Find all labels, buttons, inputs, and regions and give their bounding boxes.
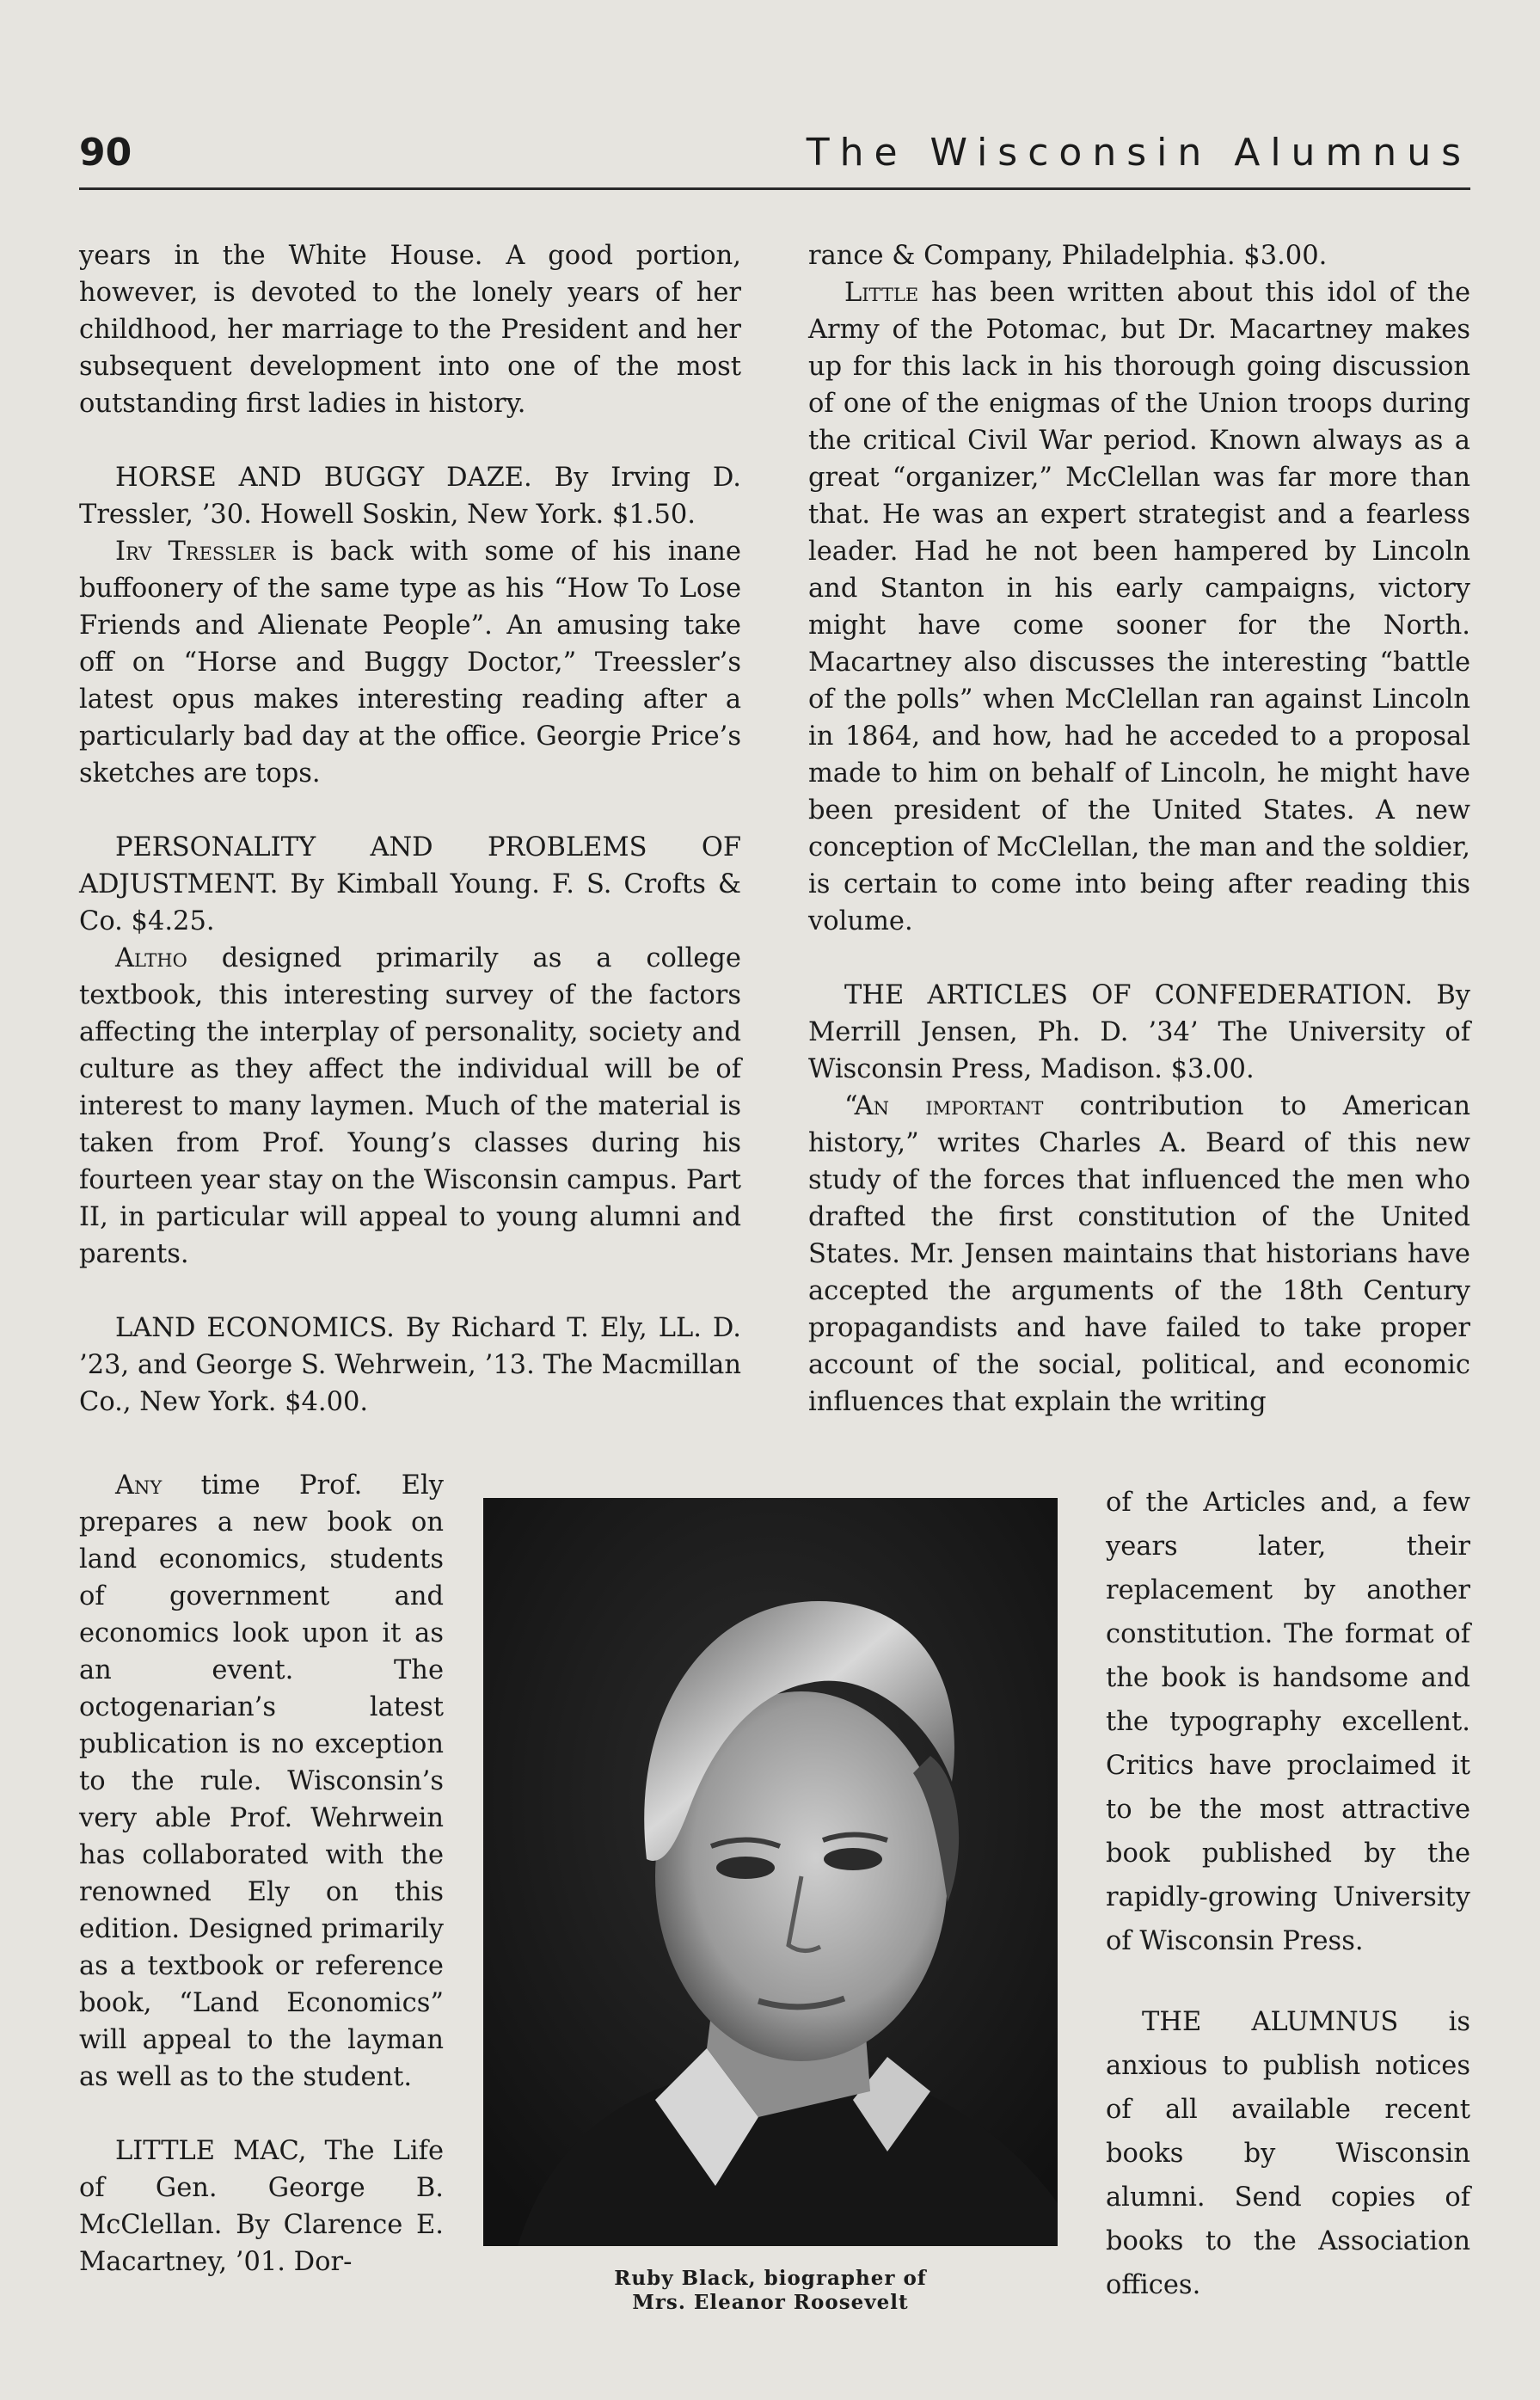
left-column — [79, 237, 741, 1421]
review-title-little-mac: LITTLE MAC, The Life of Gen. George B. McClellan. By Clarence E. Macartney, ’01. Dor- — [79, 2136, 444, 2277]
portrait-photo — [483, 1498, 1058, 2246]
magazine-title: The Wisconsin Alumnus — [806, 131, 1471, 175]
right-narrow-column — [1106, 1481, 1470, 2307]
header-rule — [79, 187, 1470, 190]
review-body-land-economics: Any time Prof. Ely prepares a new book on land economics, students of government and economics look upon it as an event. The octogenarian’s latest publication is no exception to the rule. Wisconsin’s very able Prof. Wehrwein has collaborated with the renowned Ely on this edition. Designed primarily as a textbook or reference book, “Land Economics” will appeal to the layman as well as to the student. — [79, 1470, 444, 2092]
review-title-horse-buggy: HORSE AND BUGGY DAZE. By Irving D. Tressler, ’30. Howell Soskin, New York. $1.50. — [79, 463, 741, 530]
review-body-personality: Altho designed primarily as a college textbook, this interesting survey of the factors affecting the interplay of personality, society and culture as they affect the individual will be of interest to many laymen. Much of the material is taken from Prof. Young’s classes during his fourteen year stay on the Wisconsin campus. Part II, in particular will appeal to young alumni and parents. — [79, 943, 741, 1269]
lead-in: Irv Tressler — [115, 537, 276, 567]
left-narrow-column — [79, 1467, 444, 2280]
first-ladies-paragraph: years in the White House. A good portion, however, is devoted to the lonely years of her childhood, her marriage to the President and her subsequent development into one of the most outstanding first ladies in history. — [79, 241, 741, 419]
lead-in: “An important — [844, 1091, 1044, 1121]
right-column — [808, 237, 1470, 1421]
page-number: 90 — [79, 131, 132, 175]
portrait-illustration — [483, 1498, 1058, 2246]
articles-continued: of the Articles and, a few years later, their replacement by another constitution. The format of the book is handsome and the typography excellent. Critics have proclaimed it to be the most attractive book published by the rapidly-growing University of Wisconsin Press. — [1106, 1488, 1470, 1956]
review-body-articles: “An important contribution to American history,” writes Charles A. Beard of this new study of the forces that influenced the men who drafted the first constitution of the United States. Mr. Jensen maintains that historians have accepted the arguments of the 18th Century propagandists and have failed to take proper account of the social, political, and economic influences that explain the writing — [808, 1091, 1470, 1417]
review-title-personality: PERSONALITY AND PROBLEMS OF ADJUSTMENT. By Kimball Young. F. S. Crofts & Co. $4.25. — [79, 832, 741, 936]
lead-in: Altho — [115, 943, 187, 973]
caption-line-2: Mrs. Eleanor Roosevelt — [632, 2291, 909, 2314]
caption-line-1: Ruby Black, biographer of — [614, 2267, 927, 2290]
review-body-horse-buggy: Irv Tressler is back with some of his inane buffoonery of the same type as his “How To Lose Friends and Alienate People”. An amusing take off on “Horse and Buggy Doctor,” Treessler’s latest opus makes interesting reading after a particularly bad day at the office. Georgie Price’s sketches are tops. — [79, 537, 741, 789]
review-title-land-economics: LAND ECONOMICS. By Richard T. Ely, LL. D. ’23, and George S. Wehrwein, ’13. The Macmillan Co., New York. $4.00. — [79, 1313, 741, 1417]
photo-caption — [483, 2267, 1058, 2315]
review-body-little-mac: Little has been written about this idol of the Army of the Potomac, but Dr. Macartney makes up for this lack in his thorough going discussion of one of the enigmas of the Union troops during the critical Civil War period. Known always as a great “organizer,” McClellan was far more than that. He was an expert strategist and a fearless leader. Had he not been hampered by Lincoln and Stanton in his early campaigns, victory might have come sooner for the North. Macartney also discusses the interesting “battle of the polls” when McClellan ran against Lincoln in 1864, and how, had he acceded to a proposal made to him on behalf of Lincoln, he might have been president of the United States. A new conception of McClellan, the man and the soldier, is certain to come into being after reading this volume. — [808, 278, 1470, 936]
lead-in: Little — [844, 278, 919, 308]
alumnus-notice: THE ALUMNUS is anxious to publish notices of all available recent books by Wisconsin alumni. Send copies of books to the Association offices. — [1106, 2007, 1470, 2300]
lead-in: Any — [115, 1470, 163, 1501]
review-title-articles: THE ARTICLES OF CONFEDERATION. By Merrill Jensen, Ph. D. ’34’ The University of Wisconsin Press, Madison. $3.00. — [808, 980, 1470, 1084]
little-mac-continued: rance & Company, Philadelphia. $3.00. — [808, 241, 1328, 271]
